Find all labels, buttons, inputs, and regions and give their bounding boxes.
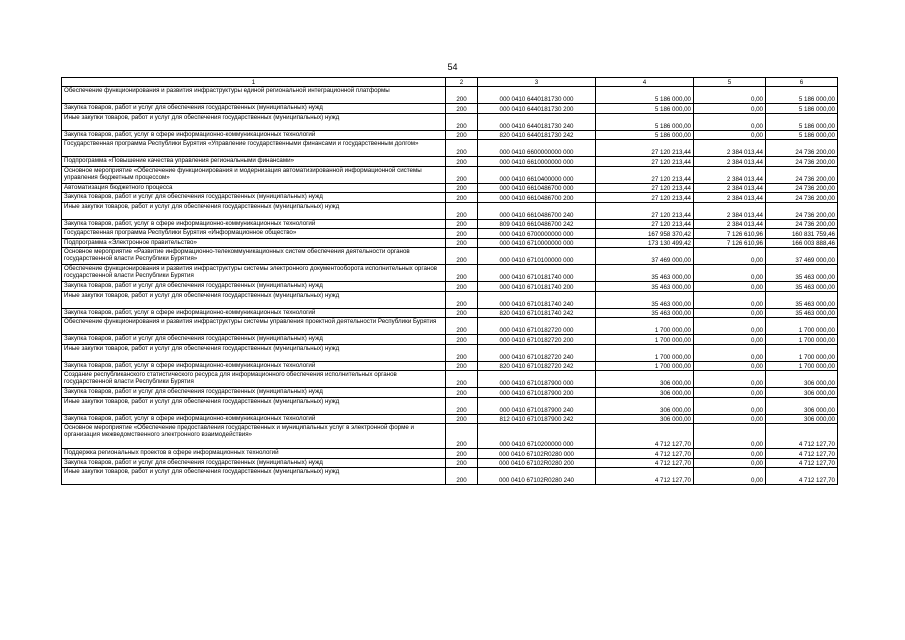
- table-row: [62, 291, 838, 308]
- table-row: [62, 229, 838, 239]
- row-amount-executed-cell: 306 000,00: [766, 397, 838, 414]
- column-header: 1: [62, 78, 446, 87]
- table-row: [62, 166, 838, 183]
- row-classification-cell: 812 0410 6710187900 242: [478, 414, 596, 424]
- row-code-cell: 200: [446, 458, 478, 468]
- row-name-cell: Закупка товаров, работ, услуг в сфере информационно-коммуникационных технологий: [62, 219, 446, 229]
- row-amount-planned-cell: 306 000,00: [596, 388, 694, 398]
- row-amount-diff-cell: 0,00: [694, 335, 766, 345]
- row-code-cell: 200: [446, 166, 478, 183]
- row-amount-executed-cell: 1 700 000,00: [766, 361, 838, 371]
- row-amount-diff-cell: 0,00: [694, 458, 766, 468]
- row-classification-cell: 000 0410 6610000000 000: [478, 157, 596, 167]
- row-name-cell: Основное мероприятие «Развитие информационно-телекоммуникационных систем обеспечения деятельности органов государственной власти Республики Бурятия»: [62, 248, 446, 265]
- row-amount-executed-cell: 306 000,00: [766, 371, 838, 388]
- row-code-cell: 200: [446, 308, 478, 318]
- row-code-cell: 200: [446, 335, 478, 345]
- table-row: [62, 87, 838, 104]
- row-amount-planned-cell: 4 712 127,70: [596, 458, 694, 468]
- row-amount-planned-cell: 27 120 213,44: [596, 166, 694, 183]
- row-amount-executed-cell: 1 700 000,00: [766, 335, 838, 345]
- row-amount-executed-cell: 37 469 000,00: [766, 248, 838, 265]
- row-amount-executed-cell: 1 700 000,00: [766, 318, 838, 335]
- row-amount-diff-cell: 0,00: [694, 308, 766, 318]
- row-amount-diff-cell: 0,00: [694, 424, 766, 449]
- row-amount-diff-cell: 7 126 610,96: [694, 229, 766, 239]
- row-amount-diff-cell: 0,00: [694, 248, 766, 265]
- table-row: [62, 424, 838, 449]
- row-amount-executed-cell: 35 463 000,00: [766, 291, 838, 308]
- row-amount-executed-cell: 4 712 127,70: [766, 424, 838, 449]
- row-name-cell: Основное мероприятие «Обеспечение функционирования и модернизация автоматизированной информационной системы управления бюджетным процессом»: [62, 166, 446, 183]
- row-classification-cell: 000 0410 6610486700 240: [478, 202, 596, 219]
- row-classification-cell: 000 0410 6710187900 200: [478, 388, 596, 398]
- row-classification-cell: 000 0410 6710187900 240: [478, 397, 596, 414]
- row-name-cell: Государственная программа Республики Бурятия «Информационное общество»: [62, 229, 446, 239]
- row-amount-planned-cell: 4 712 127,70: [596, 468, 694, 485]
- row-amount-executed-cell: 5 186 000,00: [766, 104, 838, 114]
- table-row: [62, 414, 838, 424]
- row-amount-diff-cell: 2 384 013,44: [694, 202, 766, 219]
- row-classification-cell: 000 0410 6710181740 200: [478, 282, 596, 292]
- row-name-cell: Обеспечение функционирования и развития инфраструктуры единой региональной интеграционной платформы: [62, 87, 446, 104]
- row-name-cell: Поддержка региональных проектов в сфере информационных технологий: [62, 449, 446, 459]
- row-classification-cell: 000 0410 6700000000 000: [478, 229, 596, 239]
- row-amount-diff-cell: 0,00: [694, 344, 766, 361]
- table-row: [62, 468, 838, 485]
- row-amount-diff-cell: 0,00: [694, 388, 766, 398]
- row-amount-diff-cell: 0,00: [694, 265, 766, 282]
- row-code-cell: 200: [446, 318, 478, 335]
- row-amount-planned-cell: 35 463 000,00: [596, 291, 694, 308]
- row-classification-cell: 000 0410 6440181730 000: [478, 87, 596, 104]
- row-name-cell: Иные закупки товаров, работ и услуг для обеспечения государственных (муниципальных) нужд: [62, 202, 446, 219]
- header-row: [62, 78, 838, 87]
- table-row: [62, 238, 838, 248]
- table-row: [62, 140, 838, 157]
- table-row: [62, 193, 838, 203]
- row-amount-diff-cell: 2 384 013,44: [694, 157, 766, 167]
- row-amount-executed-cell: 4 712 127,70: [766, 468, 838, 485]
- row-amount-executed-cell: 5 186 000,00: [766, 113, 838, 130]
- row-name-cell: Обеспечение функционирования и развития инфраструктуры системы управления проектной деятельности Республики Бурятия: [62, 318, 446, 335]
- row-classification-cell: 000 0410 6440181730 200: [478, 104, 596, 114]
- row-name-cell: Закупка товаров, работ, услуг в сфере информационно-коммуникационных технологий: [62, 361, 446, 371]
- row-code-cell: 200: [446, 219, 478, 229]
- row-classification-cell: 000 0410 6600000000 000: [478, 140, 596, 157]
- row-classification-cell: 000 0410 6710100000 000: [478, 248, 596, 265]
- row-amount-executed-cell: 306 000,00: [766, 388, 838, 398]
- row-amount-diff-cell: 7 126 610,96: [694, 238, 766, 248]
- row-amount-diff-cell: 0,00: [694, 318, 766, 335]
- row-code-cell: 200: [446, 87, 478, 104]
- row-code-cell: 200: [446, 202, 478, 219]
- row-classification-cell: 000 0410 67102R0280 200: [478, 458, 596, 468]
- row-amount-planned-cell: 4 712 127,70: [596, 424, 694, 449]
- row-name-cell: Закупка товаров, работ и услуг для обеспечения государственных (муниципальных) нужд: [62, 335, 446, 345]
- row-amount-executed-cell: 4 712 127,70: [766, 458, 838, 468]
- row-code-cell: 200: [446, 238, 478, 248]
- row-amount-executed-cell: 24 736 200,00: [766, 157, 838, 167]
- row-amount-diff-cell: 0,00: [694, 87, 766, 104]
- row-name-cell: Закупка товаров, работ и услуг для обеспечения государственных (муниципальных) нужд: [62, 282, 446, 292]
- row-classification-cell: 000 0410 6610486700 000: [478, 183, 596, 193]
- row-amount-executed-cell: 24 736 200,00: [766, 183, 838, 193]
- row-amount-executed-cell: 24 736 200,00: [766, 140, 838, 157]
- row-amount-planned-cell: 1 700 000,00: [596, 361, 694, 371]
- column-header: 6: [766, 78, 838, 87]
- table-row: [62, 113, 838, 130]
- row-amount-diff-cell: 2 384 013,44: [694, 166, 766, 183]
- row-amount-planned-cell: 35 463 000,00: [596, 308, 694, 318]
- row-name-cell: Иные закупки товаров, работ и услуг для обеспечения государственных (муниципальных) нужд: [62, 344, 446, 361]
- row-amount-diff-cell: 0,00: [694, 371, 766, 388]
- row-amount-executed-cell: 4 712 127,70: [766, 449, 838, 459]
- row-amount-planned-cell: 5 186 000,00: [596, 130, 694, 140]
- row-name-cell: Подпрограмма «Повышение качества управления региональными финансами»: [62, 157, 446, 167]
- row-amount-planned-cell: 167 958 370,42: [596, 229, 694, 239]
- row-amount-diff-cell: 2 384 013,44: [694, 193, 766, 203]
- row-classification-cell: 000 0410 6710000000 000: [478, 238, 596, 248]
- row-amount-planned-cell: 27 120 213,44: [596, 202, 694, 219]
- row-classification-cell: 820 0410 6440181730 242: [478, 130, 596, 140]
- table-row: [62, 449, 838, 459]
- row-name-cell: Основное мероприятие «Обеспечение предоставления государственных и муниципальных услуг в электронной форме и организация межведомственного электронного взаимодействия»: [62, 424, 446, 449]
- row-amount-executed-cell: 24 736 200,00: [766, 219, 838, 229]
- row-amount-diff-cell: 0,00: [694, 397, 766, 414]
- row-amount-executed-cell: 24 736 200,00: [766, 193, 838, 203]
- row-classification-cell: 809 0410 6610486700 242: [478, 219, 596, 229]
- row-amount-planned-cell: 5 186 000,00: [596, 113, 694, 130]
- table-row: [62, 202, 838, 219]
- row-name-cell: Обеспечение функционирования и развития инфраструктуры системы электронного документооборота исполнительных органов государственной власти Республики Бурятия: [62, 265, 446, 282]
- table-row: [62, 248, 838, 265]
- table-row: [62, 282, 838, 292]
- row-amount-diff-cell: 2 384 013,44: [694, 140, 766, 157]
- row-code-cell: 200: [446, 449, 478, 459]
- row-code-cell: 200: [446, 157, 478, 167]
- row-classification-cell: 000 0410 6440181730 240: [478, 113, 596, 130]
- row-amount-planned-cell: 27 120 213,44: [596, 193, 694, 203]
- row-classification-cell: 000 0410 6710200000 000: [478, 424, 596, 449]
- row-amount-planned-cell: 27 120 213,44: [596, 219, 694, 229]
- row-name-cell: Иные закупки товаров, работ и услуг для обеспечения государственных (муниципальных) нужд: [62, 468, 446, 485]
- row-name-cell: Подпрограмма «Электронное правительство»: [62, 238, 446, 248]
- row-classification-cell: 000 0410 6710182720 200: [478, 335, 596, 345]
- row-code-cell: 200: [446, 371, 478, 388]
- row-amount-planned-cell: 1 700 000,00: [596, 335, 694, 345]
- table-row: [62, 308, 838, 318]
- row-name-cell: Закупка товаров, работ, услуг в сфере информационно-коммуникационных технологий: [62, 308, 446, 318]
- row-classification-cell: 000 0410 6710182720 000: [478, 318, 596, 335]
- row-code-cell: 200: [446, 193, 478, 203]
- row-amount-diff-cell: 0,00: [694, 282, 766, 292]
- column-header: 4: [596, 78, 694, 87]
- row-name-cell: Иные закупки товаров, работ и услуг для обеспечения государственных (муниципальных) нужд: [62, 113, 446, 130]
- row-classification-cell: 820 0410 6710181740 242: [478, 308, 596, 318]
- row-amount-planned-cell: 5 186 000,00: [596, 87, 694, 104]
- row-amount-executed-cell: 24 736 200,00: [766, 166, 838, 183]
- row-code-cell: 200: [446, 361, 478, 371]
- row-classification-cell: 820 0410 6710182720 242: [478, 361, 596, 371]
- row-classification-cell: 000 0410 6710181740 000: [478, 265, 596, 282]
- table-row: [62, 183, 838, 193]
- row-amount-diff-cell: 0,00: [694, 449, 766, 459]
- row-amount-executed-cell: 24 736 200,00: [766, 202, 838, 219]
- row-name-cell: Закупка товаров, работ, услуг в сфере информационно-коммуникационных технологий: [62, 414, 446, 424]
- table-row: [62, 265, 838, 282]
- row-amount-planned-cell: 27 120 213,44: [596, 183, 694, 193]
- row-name-cell: Закупка товаров, работ, услуг в сфере информационно-коммуникационных технологий: [62, 130, 446, 140]
- column-header: 3: [478, 78, 596, 87]
- row-amount-executed-cell: 5 186 000,00: [766, 130, 838, 140]
- row-amount-planned-cell: 35 463 000,00: [596, 282, 694, 292]
- row-code-cell: 200: [446, 344, 478, 361]
- row-amount-planned-cell: 306 000,00: [596, 397, 694, 414]
- table-row: [62, 104, 838, 114]
- row-amount-planned-cell: 1 700 000,00: [596, 318, 694, 335]
- row-code-cell: 200: [446, 388, 478, 398]
- row-code-cell: 200: [446, 229, 478, 239]
- row-name-cell: Закупка товаров, работ и услуг для обеспечения государственных (муниципальных) нужд: [62, 458, 446, 468]
- row-name-cell: Иные закупки товаров, работ и услуг для обеспечения государственных (муниципальных) нужд: [62, 397, 446, 414]
- table-row: [62, 318, 838, 335]
- row-amount-executed-cell: 35 463 000,00: [766, 282, 838, 292]
- row-name-cell: Иные закупки товаров, работ и услуг для обеспечения государственных (муниципальных) нужд: [62, 291, 446, 308]
- page-number: 54: [447, 62, 458, 72]
- row-amount-diff-cell: 0,00: [694, 113, 766, 130]
- column-header: 5: [694, 78, 766, 87]
- row-amount-executed-cell: 35 463 000,00: [766, 265, 838, 282]
- row-code-cell: 200: [446, 183, 478, 193]
- table-row: [62, 157, 838, 167]
- row-name-cell: Государственная программа Республики Бурятия «Управление государственными финансами и государственным долгом»: [62, 140, 446, 157]
- row-classification-cell: 000 0410 6610486700 200: [478, 193, 596, 203]
- row-amount-executed-cell: 1 700 000,00: [766, 344, 838, 361]
- row-amount-diff-cell: 0,00: [694, 468, 766, 485]
- row-amount-planned-cell: 35 463 000,00: [596, 265, 694, 282]
- row-name-cell: Создание республиканского статистического ресурса для информационного обеспечения исполнительных органов государственной власти Республики Бурятия: [62, 371, 446, 388]
- row-amount-executed-cell: 160 831 759,46: [766, 229, 838, 239]
- table-row: [62, 335, 838, 345]
- row-amount-planned-cell: 5 186 000,00: [596, 104, 694, 114]
- row-code-cell: 200: [446, 424, 478, 449]
- row-amount-diff-cell: 0,00: [694, 291, 766, 308]
- row-amount-executed-cell: 306 000,00: [766, 414, 838, 424]
- table-row: [62, 130, 838, 140]
- row-code-cell: 200: [446, 113, 478, 130]
- row-code-cell: 200: [446, 291, 478, 308]
- table-row: [62, 371, 838, 388]
- row-name-cell: Закупка товаров, работ и услуг для обеспечения государственных (муниципальных) нужд: [62, 104, 446, 114]
- row-amount-diff-cell: 0,00: [694, 414, 766, 424]
- row-name-cell: Автоматизация бюджетного процесса: [62, 183, 446, 193]
- row-amount-planned-cell: 37 469 000,00: [596, 248, 694, 265]
- row-amount-planned-cell: 27 120 213,44: [596, 157, 694, 167]
- row-name-cell: Закупка товаров, работ и услуг для обеспечения государственных (муниципальных) нужд: [62, 388, 446, 398]
- row-amount-diff-cell: 2 384 013,44: [694, 183, 766, 193]
- row-code-cell: 200: [446, 282, 478, 292]
- row-amount-planned-cell: 27 120 213,44: [596, 140, 694, 157]
- row-amount-planned-cell: 4 712 127,70: [596, 449, 694, 459]
- table-row: [62, 219, 838, 229]
- table-row: [62, 361, 838, 371]
- row-code-cell: 200: [446, 104, 478, 114]
- row-amount-executed-cell: 166 003 888,46: [766, 238, 838, 248]
- table-row: [62, 397, 838, 414]
- row-code-cell: 200: [446, 248, 478, 265]
- row-code-cell: 200: [446, 130, 478, 140]
- row-classification-cell: 000 0410 6710187900 000: [478, 371, 596, 388]
- row-name-cell: Закупка товаров, работ и услуг для обеспечения государственных (муниципальных) нужд: [62, 193, 446, 203]
- row-classification-cell: 000 0410 6710182720 240: [478, 344, 596, 361]
- row-amount-diff-cell: 0,00: [694, 130, 766, 140]
- row-code-cell: 200: [446, 414, 478, 424]
- row-classification-cell: 000 0410 67102R0280 000: [478, 449, 596, 459]
- row-classification-cell: 000 0410 67102R0280 240: [478, 468, 596, 485]
- row-amount-diff-cell: 0,00: [694, 361, 766, 371]
- row-amount-planned-cell: 173 130 499,42: [596, 238, 694, 248]
- row-amount-planned-cell: 306 000,00: [596, 414, 694, 424]
- row-amount-planned-cell: 1 700 000,00: [596, 344, 694, 361]
- table-row: [62, 388, 838, 398]
- table-row: [62, 458, 838, 468]
- row-amount-executed-cell: 5 186 000,00: [766, 87, 838, 104]
- table-body: [62, 87, 838, 485]
- row-code-cell: 200: [446, 140, 478, 157]
- row-classification-cell: 000 0410 6610400000 000: [478, 166, 596, 183]
- row-classification-cell: 000 0410 6710181740 240: [478, 291, 596, 308]
- row-amount-diff-cell: 0,00: [694, 104, 766, 114]
- table-row: [62, 344, 838, 361]
- row-amount-diff-cell: 2 384 013,44: [694, 219, 766, 229]
- column-header: 2: [446, 78, 478, 87]
- row-code-cell: 200: [446, 468, 478, 485]
- budget-table: [61, 77, 838, 485]
- row-code-cell: 200: [446, 265, 478, 282]
- row-code-cell: 200: [446, 397, 478, 414]
- row-amount-executed-cell: 35 463 000,00: [766, 308, 838, 318]
- row-amount-planned-cell: 306 000,00: [596, 371, 694, 388]
